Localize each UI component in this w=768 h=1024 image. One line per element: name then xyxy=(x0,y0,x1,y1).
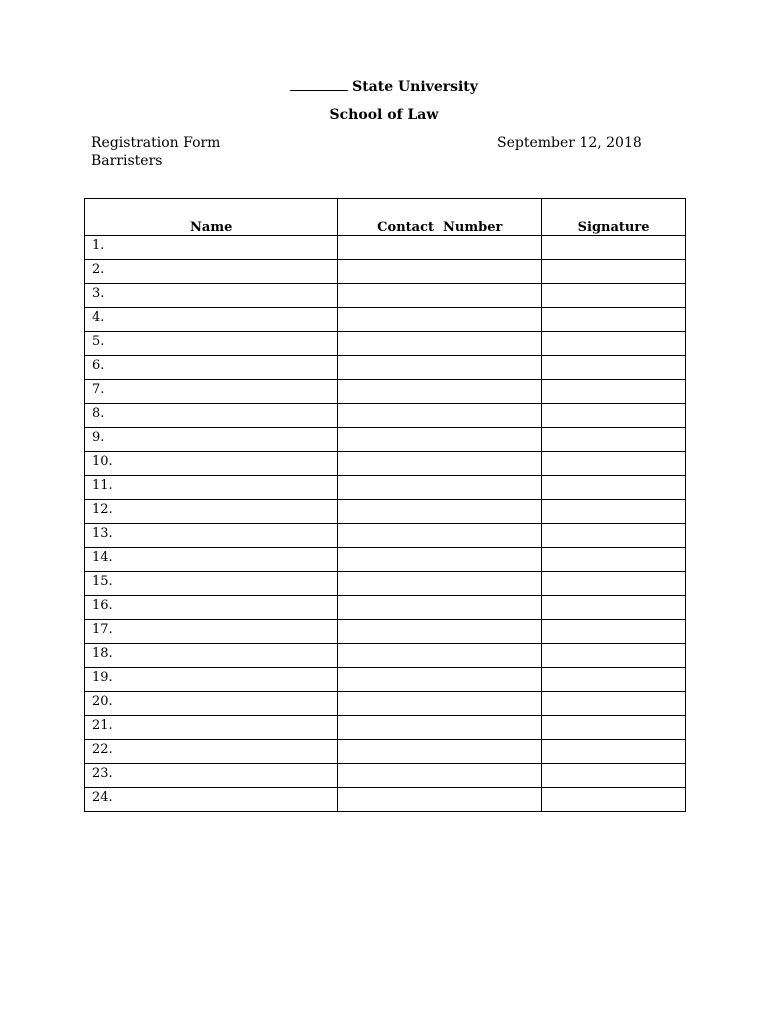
signature-cell[interactable] xyxy=(542,284,686,308)
signature-cell[interactable] xyxy=(542,692,686,716)
contact-number-cell[interactable] xyxy=(338,260,542,284)
signature-cell[interactable] xyxy=(542,620,686,644)
contact-number-cell[interactable] xyxy=(338,236,542,260)
name-cell[interactable]: 7. xyxy=(85,380,338,404)
table-row xyxy=(85,548,686,572)
signature-cell[interactable] xyxy=(542,764,686,788)
contact-number-cell[interactable] xyxy=(338,332,542,356)
contact-number-cell[interactable] xyxy=(338,620,542,644)
signature-cell[interactable] xyxy=(542,356,686,380)
contact-number-cell[interactable] xyxy=(338,740,542,764)
signature-cell[interactable] xyxy=(542,380,686,404)
table-row xyxy=(85,308,686,332)
signature-cell[interactable] xyxy=(542,644,686,668)
table-row xyxy=(85,260,686,284)
table-row xyxy=(85,764,686,788)
signature-cell[interactable] xyxy=(542,788,686,812)
table-row xyxy=(85,740,686,764)
signature-cell[interactable] xyxy=(542,236,686,260)
name-cell[interactable]: 8. xyxy=(85,404,338,428)
table-row xyxy=(85,788,686,812)
name-cell[interactable]: 16. xyxy=(85,596,338,620)
table-row xyxy=(85,524,686,548)
signature-cell[interactable] xyxy=(542,716,686,740)
name-cell[interactable]: 4. xyxy=(85,308,338,332)
signature-cell[interactable] xyxy=(542,740,686,764)
table-body xyxy=(85,236,686,812)
table-row xyxy=(85,380,686,404)
table-row xyxy=(85,644,686,668)
name-cell[interactable]: 2. xyxy=(85,260,338,284)
table-row xyxy=(85,404,686,428)
contact-number-cell[interactable] xyxy=(338,284,542,308)
table-row xyxy=(85,452,686,476)
contact-number-cell[interactable] xyxy=(338,788,542,812)
name-cell[interactable]: 3. xyxy=(85,284,338,308)
name-cell[interactable]: 19. xyxy=(85,668,338,692)
signature-cell[interactable] xyxy=(542,476,686,500)
contact-number-cell[interactable] xyxy=(338,500,542,524)
table-row xyxy=(85,500,686,524)
name-cell[interactable]: 12. xyxy=(85,500,338,524)
contact-number-cell[interactable] xyxy=(338,572,542,596)
signature-cell[interactable] xyxy=(542,428,686,452)
table-row xyxy=(85,476,686,500)
table-row xyxy=(85,356,686,380)
contact-number-cell[interactable] xyxy=(338,716,542,740)
contact-number-cell[interactable] xyxy=(338,452,542,476)
table-row xyxy=(85,428,686,452)
contact-number-cell[interactable] xyxy=(338,524,542,548)
name-cell[interactable]: 14. xyxy=(85,548,338,572)
table-row xyxy=(85,572,686,596)
signature-cell[interactable] xyxy=(542,572,686,596)
name-cell[interactable]: 22. xyxy=(85,740,338,764)
signature-cell[interactable] xyxy=(542,668,686,692)
name-cell[interactable]: 15. xyxy=(85,572,338,596)
contact-number-cell[interactable] xyxy=(338,428,542,452)
signature-cell[interactable] xyxy=(542,500,686,524)
name-cell[interactable]: 21. xyxy=(85,716,338,740)
table-row xyxy=(85,284,686,308)
contact-number-cell[interactable] xyxy=(338,356,542,380)
name-cell[interactable]: 18. xyxy=(85,644,338,668)
signature-cell[interactable] xyxy=(542,332,686,356)
name-cell[interactable]: 17. xyxy=(85,620,338,644)
university-suffix: State University xyxy=(352,79,478,95)
university-name-blank xyxy=(290,89,348,91)
university-heading xyxy=(0,79,768,95)
column-header-name: Name xyxy=(85,199,338,236)
contact-number-cell[interactable] xyxy=(338,380,542,404)
column-header-contact: Contact Number xyxy=(338,199,542,236)
group-label: Barristers xyxy=(91,153,163,169)
name-cell[interactable]: 24. xyxy=(85,788,338,812)
signature-cell[interactable] xyxy=(542,548,686,572)
table-row xyxy=(85,692,686,716)
name-cell[interactable]: 23. xyxy=(85,764,338,788)
name-cell[interactable]: 11. xyxy=(85,476,338,500)
form-date: September 12, 2018 xyxy=(497,135,642,151)
table-row xyxy=(85,596,686,620)
name-cell[interactable]: 5. xyxy=(85,332,338,356)
table-row xyxy=(85,668,686,692)
signature-cell[interactable] xyxy=(542,260,686,284)
table-row xyxy=(85,620,686,644)
signature-cell[interactable] xyxy=(542,452,686,476)
contact-number-cell[interactable] xyxy=(338,548,542,572)
name-cell[interactable]: 10. xyxy=(85,452,338,476)
contact-number-cell[interactable] xyxy=(338,764,542,788)
signature-cell[interactable] xyxy=(542,524,686,548)
name-cell[interactable]: 13. xyxy=(85,524,338,548)
signature-cell[interactable] xyxy=(542,404,686,428)
school-heading: School of Law xyxy=(329,107,439,123)
signature-cell[interactable] xyxy=(542,596,686,620)
contact-number-cell[interactable] xyxy=(338,668,542,692)
name-cell[interactable]: 1. xyxy=(85,236,338,260)
table-header-row xyxy=(85,199,686,236)
table-row xyxy=(85,716,686,740)
contact-number-cell[interactable] xyxy=(338,308,542,332)
signature-cell[interactable] xyxy=(542,308,686,332)
contact-number-cell[interactable] xyxy=(338,596,542,620)
form-title: Registration Form xyxy=(91,135,221,151)
contact-number-cell[interactable] xyxy=(338,692,542,716)
registration-table xyxy=(84,198,686,812)
table-row xyxy=(85,236,686,260)
contact-number-cell[interactable] xyxy=(338,404,542,428)
column-header-signature: Signature xyxy=(542,199,686,236)
table-row xyxy=(85,332,686,356)
contact-number-cell[interactable] xyxy=(338,476,542,500)
name-cell[interactable]: 9. xyxy=(85,428,338,452)
name-cell[interactable]: 6. xyxy=(85,356,338,380)
name-cell[interactable]: 20. xyxy=(85,692,338,716)
contact-number-cell[interactable] xyxy=(338,644,542,668)
